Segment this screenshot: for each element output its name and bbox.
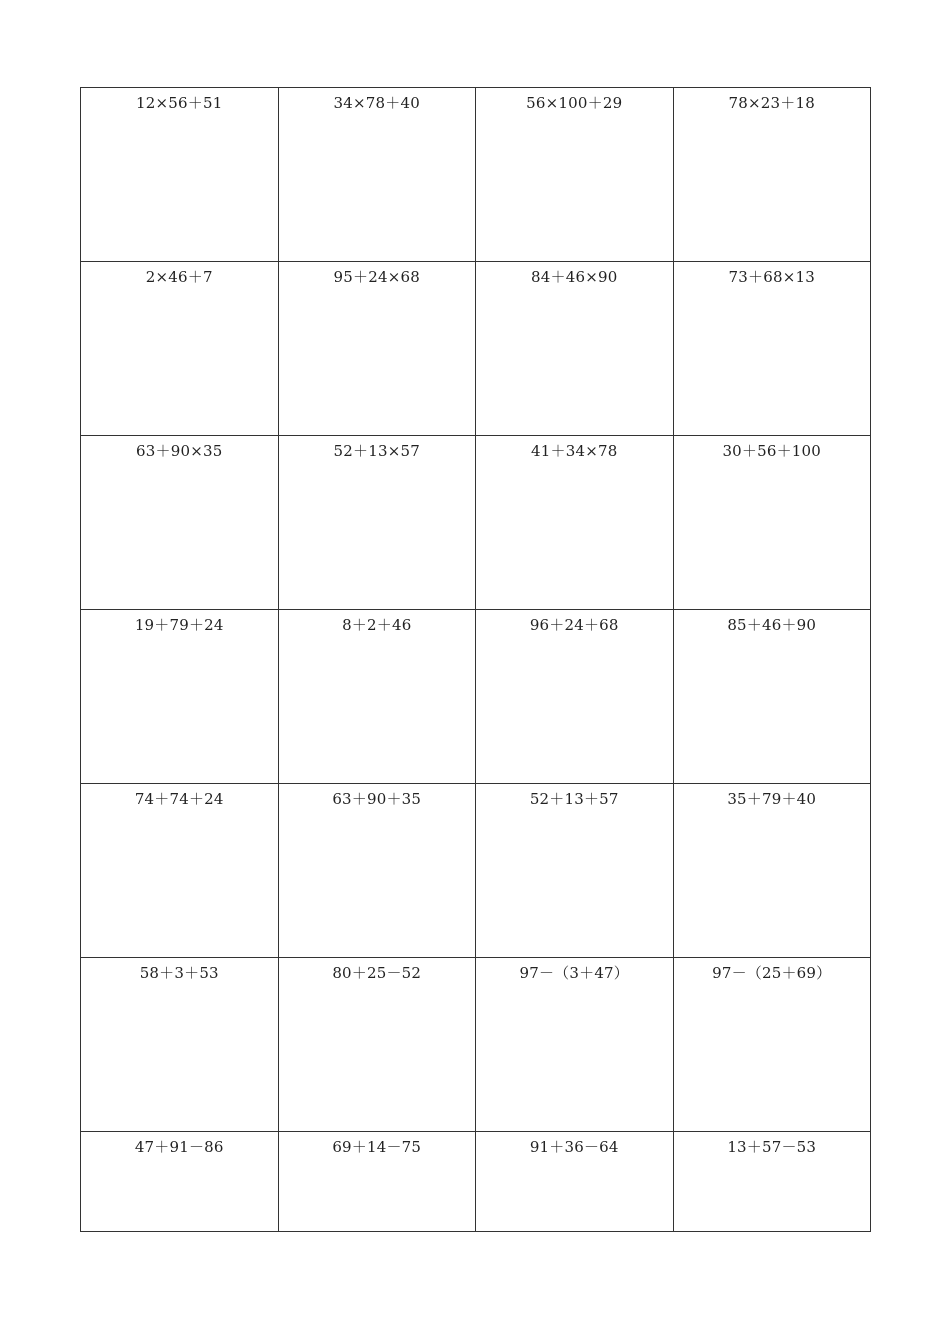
problem-cell (476, 262, 674, 436)
problem-expression: 41＋34×78 (531, 442, 618, 460)
problem-expression: 13＋57－53 (727, 1138, 817, 1156)
problem-expression: 58＋3＋53 (139, 964, 219, 982)
problem-expression: 56×100＋29 (526, 94, 623, 112)
table-row (81, 1132, 871, 1232)
problem-expression: 12×56＋51 (136, 94, 223, 112)
problem-cell (81, 1132, 279, 1232)
table-row (81, 784, 871, 958)
problem-expression: 69＋14－75 (332, 1138, 422, 1156)
problem-cell (278, 958, 476, 1132)
problem-cell (81, 610, 279, 784)
problem-cell (278, 436, 476, 610)
problem-expression: 63＋90×35 (136, 442, 223, 460)
problem-expression: 52＋13＋57 (529, 790, 619, 808)
problem-cell (278, 784, 476, 958)
problem-cell (673, 784, 871, 958)
problem-expression: 97－（3＋47） (519, 964, 630, 982)
problem-expression: 19＋79＋24 (134, 616, 224, 634)
problem-cell (81, 784, 279, 958)
problem-expression: 52＋13×57 (333, 442, 420, 460)
table-row (81, 958, 871, 1132)
problem-expression: 2×46＋7 (145, 268, 213, 286)
problem-cell (476, 958, 674, 1132)
problem-cell (476, 1132, 674, 1232)
problem-expression: 80＋25－52 (332, 964, 422, 982)
problem-cell (673, 610, 871, 784)
problem-expression: 85＋46＋90 (727, 616, 817, 634)
problem-expression: 84＋46×90 (531, 268, 618, 286)
problem-cell (278, 610, 476, 784)
problem-expression: 47＋91－86 (134, 1138, 224, 1156)
problem-cell (476, 610, 674, 784)
problem-expression: 35＋79＋40 (727, 790, 817, 808)
problem-expression: 8＋2＋46 (342, 616, 412, 634)
problem-expression: 78×23＋18 (728, 94, 815, 112)
problem-expression: 74＋74＋24 (134, 790, 224, 808)
table-row (81, 436, 871, 610)
problem-expression: 96＋24＋68 (529, 616, 619, 634)
problem-cell (673, 88, 871, 262)
problem-expression: 97－（25＋69） (712, 964, 832, 982)
problem-cell (81, 262, 279, 436)
table-row (81, 262, 871, 436)
problem-expression: 30＋56＋100 (722, 442, 822, 460)
problem-cell (278, 262, 476, 436)
problem-cell (476, 784, 674, 958)
problem-cell (81, 958, 279, 1132)
problem-cell (673, 958, 871, 1132)
problem-cell (476, 436, 674, 610)
problem-expression: 34×78＋40 (333, 94, 420, 112)
table-row (81, 610, 871, 784)
problem-expression: 73＋68×13 (728, 268, 815, 286)
problem-cell (476, 88, 674, 262)
problem-expression: 91＋36－64 (529, 1138, 619, 1156)
worksheet-grid (80, 87, 871, 1232)
problem-cell (673, 262, 871, 436)
problem-cell (278, 1132, 476, 1232)
problem-expression: 63＋90＋35 (332, 790, 422, 808)
problem-cell (673, 436, 871, 610)
table-row (81, 88, 871, 262)
problem-cell (278, 88, 476, 262)
problem-cell (81, 436, 279, 610)
problem-cell (81, 88, 279, 262)
problem-expression: 95＋24×68 (333, 268, 420, 286)
problem-cell (673, 1132, 871, 1232)
